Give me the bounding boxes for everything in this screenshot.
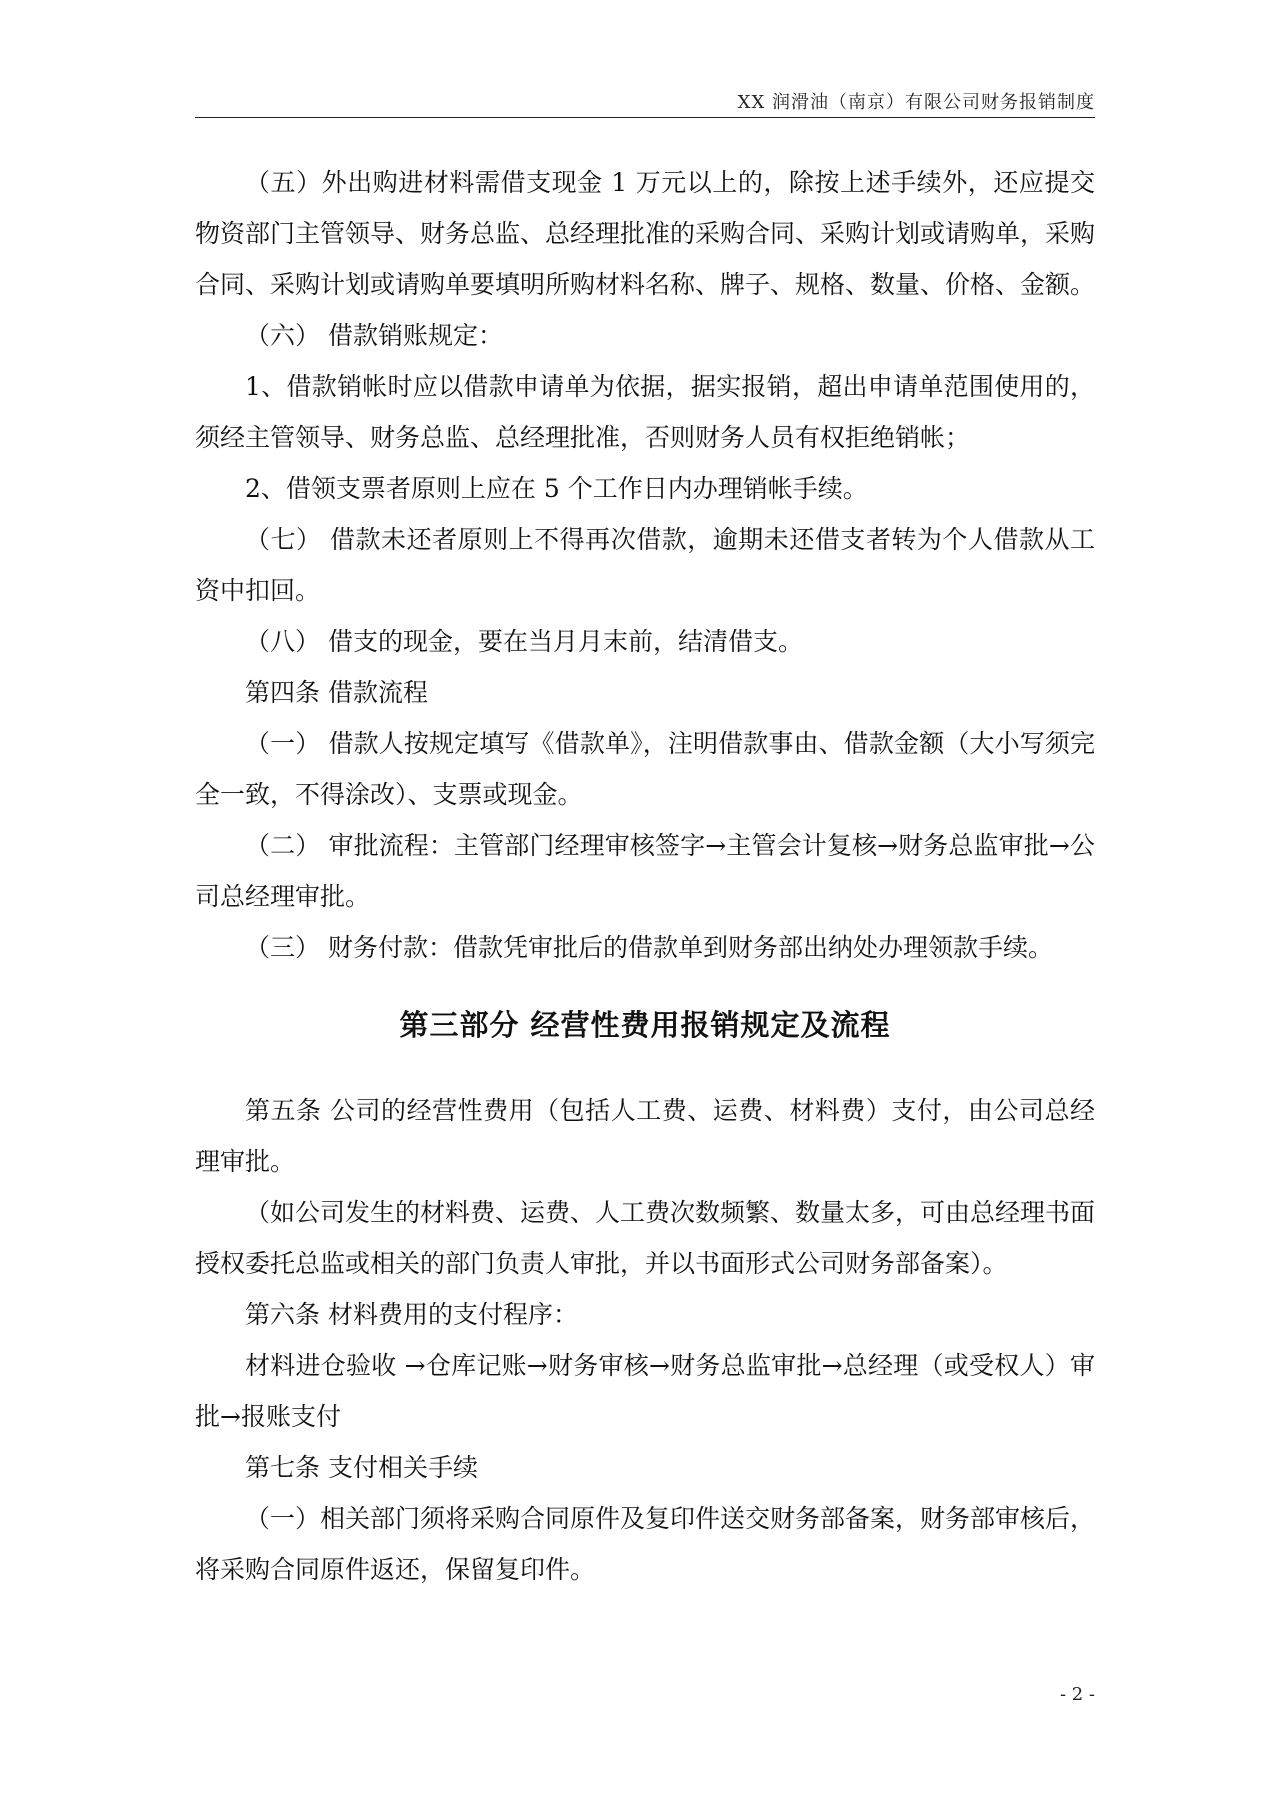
paragraph-item-7: （七） 借款未还者原则上不得再次借款，逾期未还借支者转为个人借款从工资中扣回。 [195, 525, 1095, 605]
article-5: 第五条 公司的经营性费用（包括人工费、运费、材料费）支付，由公司总经理审批。 [195, 1096, 1095, 1176]
article-7-item-1: （一）相关部门须将采购合同原件及复印件送交财务部备案，财务部审核后，将采购合同原件返还，保留复印件。 [195, 1504, 1096, 1584]
article-6-heading: 第六条 材料费用的支付程序： [245, 1300, 578, 1329]
article-7-heading: 第七条 支付相关手续 [245, 1453, 478, 1482]
article-5-note: （如公司发生的材料费、运费、人工费次数频繁、数量太多，可由总经理书面授权委托总监或相关的部门负责人审批，并以书面形式公司财务部备案）。 [195, 1198, 1096, 1278]
paragraph-item-5: （五）外出购进材料需借支现金 1 万元以上的，除按上述手续外，还应提交物资部门主管领导、财务总监、总经理批准的采购合同、采购计划或请购单，采购合同、采购计划或请购单要填明所购材料名称、牌子、规格、数量、价格、金额。 [195, 168, 1096, 299]
page-header-title: XX 润滑油（南京）有限公司财务报销制度 [737, 92, 1095, 113]
page-number: - 2 - [1059, 1684, 1095, 1705]
paragraph-item-6: （六） 借款销账规定： [245, 321, 503, 350]
paragraph-rule-1: 1、借款销帐时应以借款申请单为依据，据实报销，超出申请单范围使用的，须经主管领导、财务总监、总经理批准，否则财务人员有权拒绝销帐； [195, 372, 1095, 452]
paragraph-item-8: （八） 借支的现金，要在当月月末前，结清借支。 [245, 627, 803, 656]
article-6-flow: 材料进仓验收 →仓库记账→财务审核→财务总监审批→总经理（或受权人）审批→报账支付 [195, 1351, 1095, 1431]
paragraph-step-2: （二） 审批流程：主管部门经理审核签字→主管会计复核→财务总监审批→公司总经理审批。 [195, 831, 1095, 911]
document-body [195, 157, 1095, 1595]
paragraph-rule-2: 2、借领支票者原则上应在 5 个工作日内办理销帐手续。 [245, 474, 868, 503]
header-divider [195, 117, 1095, 118]
section-title: 第三部分 经营性费用报销规定及流程 [399, 1008, 891, 1042]
article-4-heading: 第四条 借款流程 [245, 678, 428, 707]
paragraph-step-3: （三） 财务付款：借款凭审批后的借款单到财务部出纳处办理领款手续。 [245, 933, 1053, 962]
paragraph-step-1: （一） 借款人按规定填写《借款单》，注明借款事由、借款金额（大小写须完全一致，不得涂改）、支票或现金。 [195, 729, 1095, 809]
